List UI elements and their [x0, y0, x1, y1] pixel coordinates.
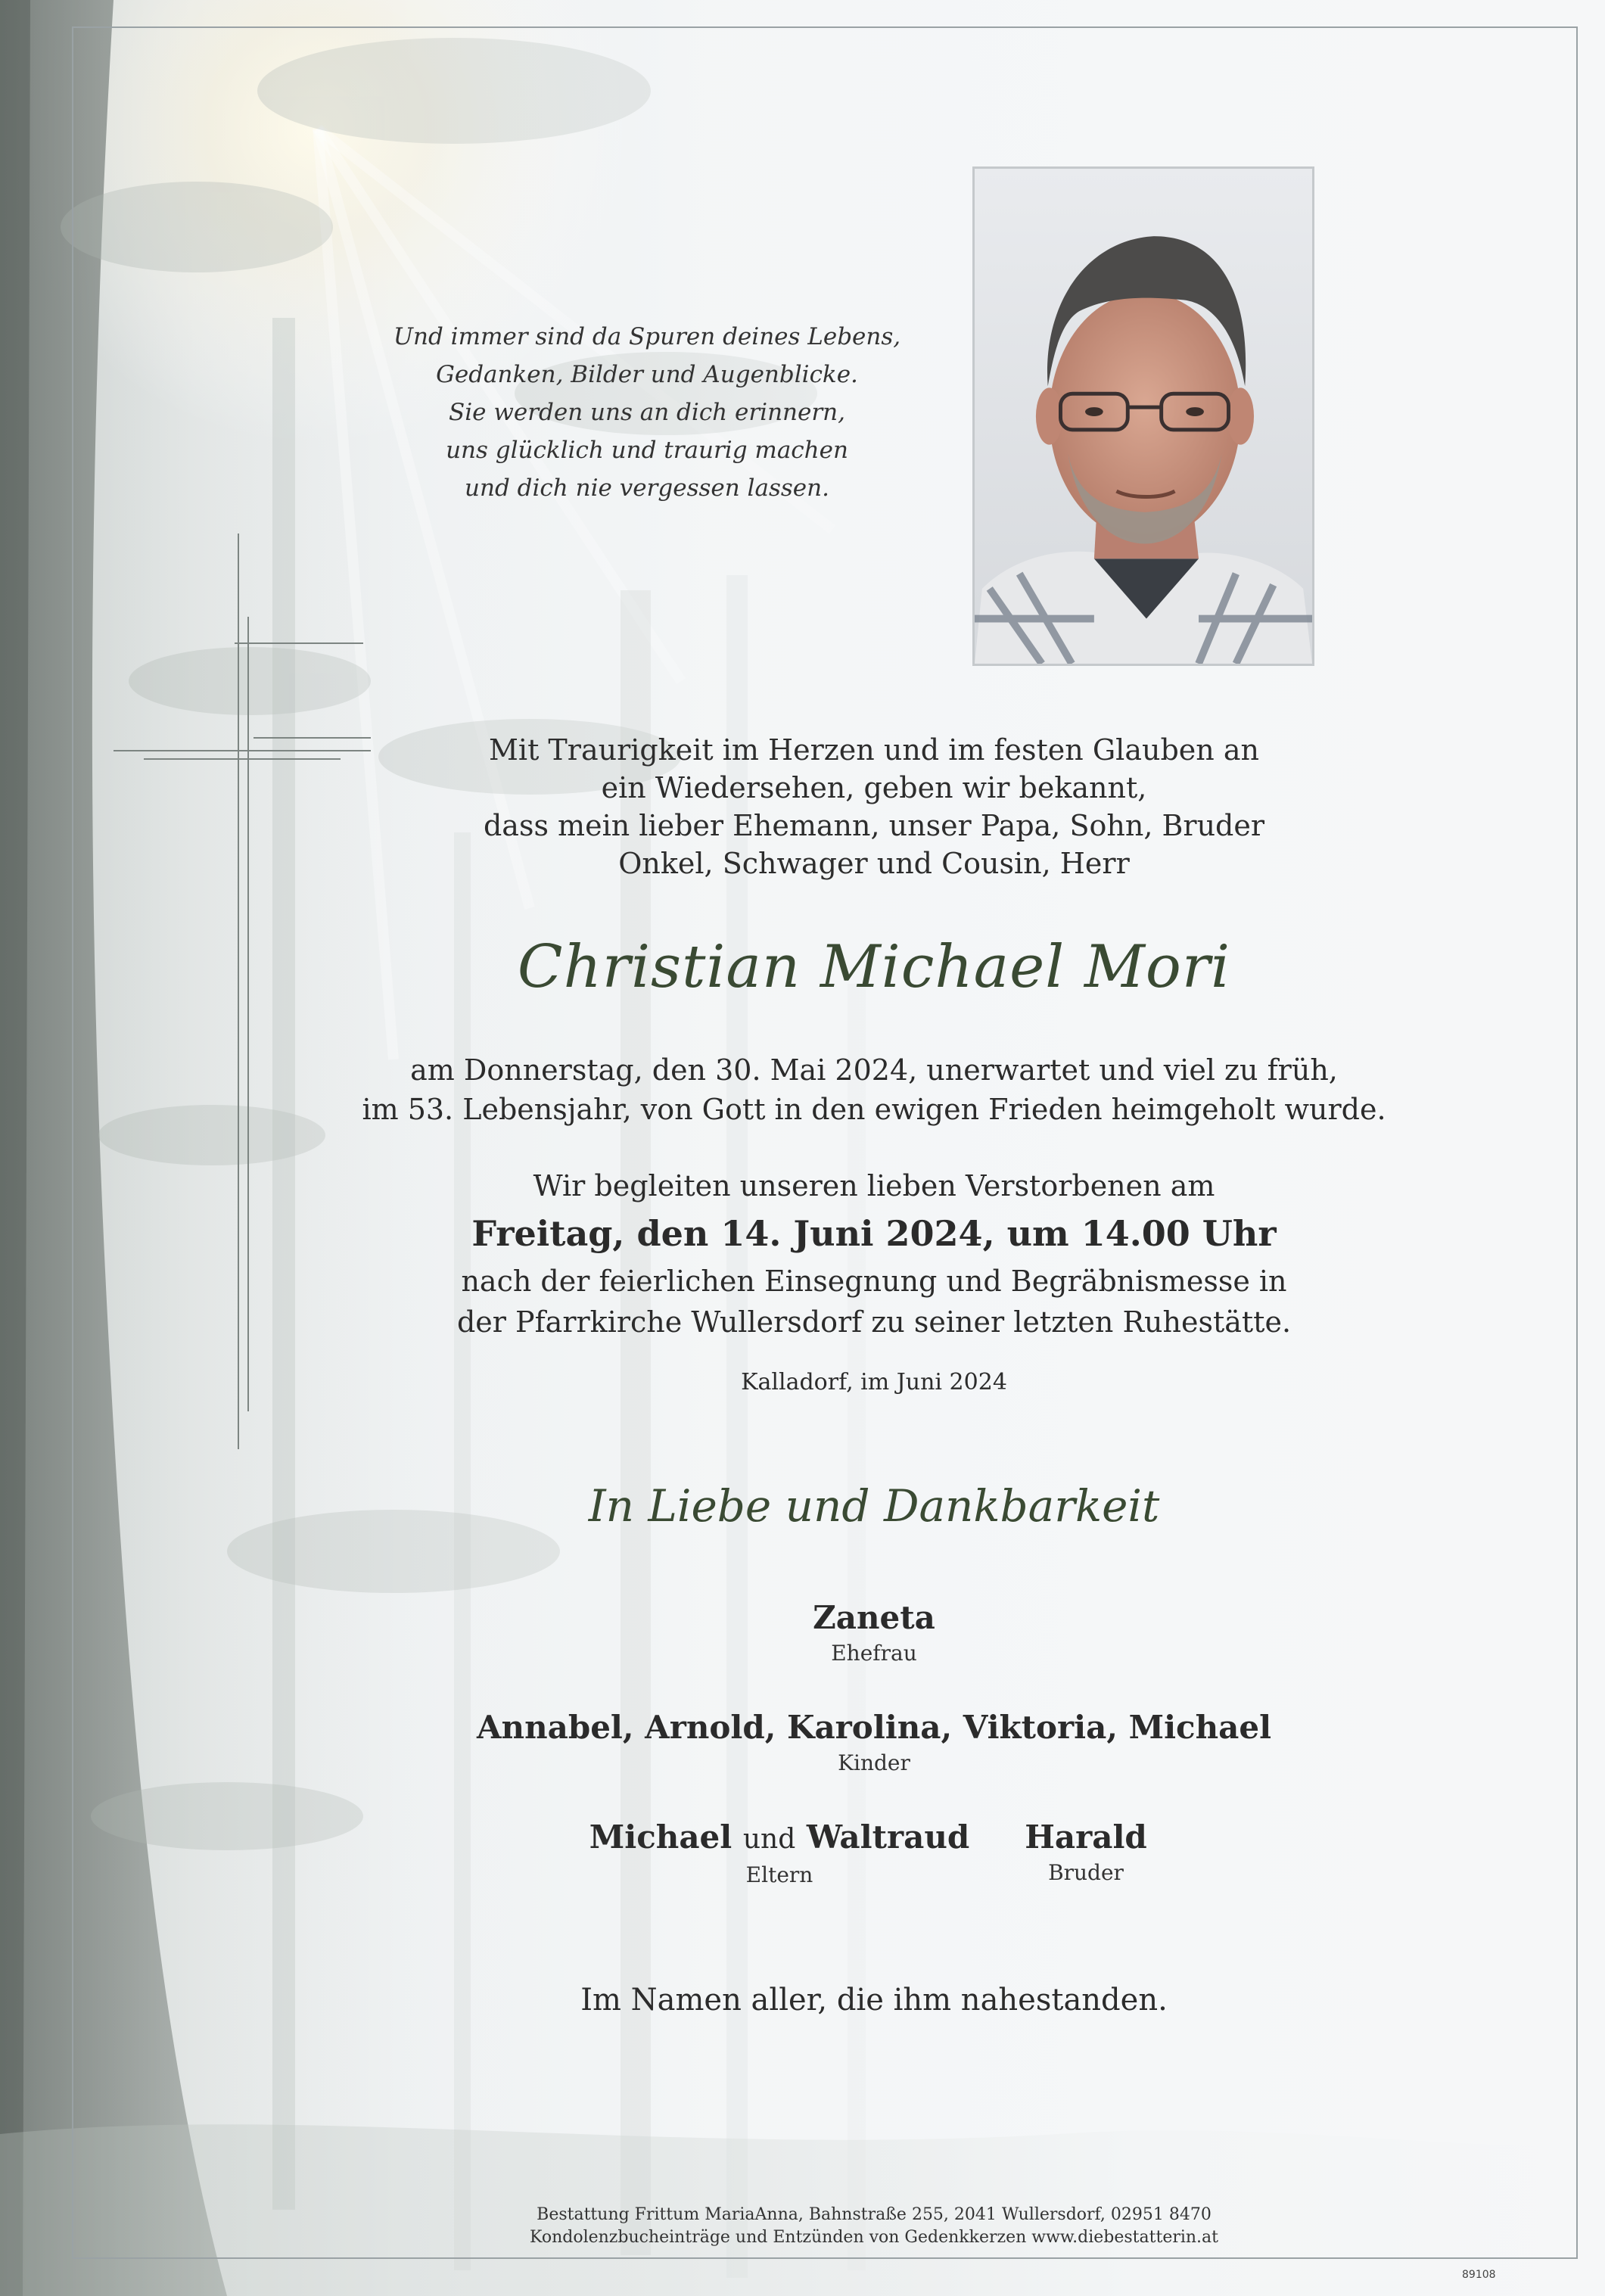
signoff-heading: In Liebe und Dankbarkeit [588, 1480, 1160, 1532]
verse-line: Sie werden uns an dich erinnern, [449, 399, 845, 426]
brother-role: Bruder [1048, 1860, 1124, 1885]
funeral-date: Freitag, den 14. Juni 2024, um 14.00 Uhr [471, 1213, 1277, 1254]
verse-line: und dich nie vergessen lassen. [465, 474, 829, 502]
footer-website: Kondolenzbucheinträge und Entzünden von Gedenkkerzen www.diebestatterin.at [529, 2228, 1219, 2247]
deceased-name: Christian Michael Mori [517, 933, 1231, 1001]
portrait-photo [972, 166, 1314, 666]
funeral-detail: nach der feierlichen Einsegnung und Begräbnismesse in [461, 1265, 1287, 1298]
family-spouse [666, 1597, 1082, 1668]
children-names: Annabel, Arnold, Karolina, Viktoria, Michael [476, 1709, 1272, 1746]
footer-address: Bestattung Frittum MariaAnna, Bahnstraße 255, 2041 Wullersdorf, 02951 8470 [537, 2205, 1212, 2224]
funeral-home-footer [325, 2204, 1423, 2249]
parent-name: Waltraud [806, 1818, 970, 1856]
spouse-name: Zaneta [813, 1599, 935, 1636]
spouse-role: Ehefrau [831, 1641, 917, 1666]
parent-name: Michael [589, 1818, 733, 1856]
verse-line: Gedanken, Bilder und Augenblicke. [436, 361, 858, 388]
funeral-info [325, 1165, 1423, 1342]
funeral-detail: der Pfarrkirche Wullersdorf zu seiner letzten Ruhestätte. [456, 1305, 1292, 1339]
intro-line: Onkel, Schwager und Cousin, Herr [618, 847, 1130, 880]
funeral-lead: Wir begleiten unseren lieben Verstorbenen am [533, 1169, 1215, 1202]
intro-line: ein Wiedersehen, geben wir bekannt, [601, 771, 1147, 804]
parents-joiner: und [742, 1824, 796, 1855]
verse-line: Und immer sind da Spuren deines Lebens, [393, 323, 901, 350]
family-children [439, 1706, 1309, 1778]
intro-line: dass mein lieber Ehemann, unser Papa, Sohn, Bruder [483, 809, 1265, 842]
death-notice [325, 1050, 1423, 1129]
announcement-intro [325, 731, 1423, 882]
children-role: Kinder [838, 1750, 910, 1775]
brother-name: Harald [1025, 1818, 1147, 1856]
place-date: Kalladorf, im Juni 2024 [741, 1369, 1007, 1395]
verse-line: uns glücklich und traurig machen [446, 437, 848, 464]
notice-line: am Donnerstag, den 30. Mai 2024, unerwartet und viel zu früh, [410, 1053, 1338, 1087]
portrait-image [975, 169, 1312, 664]
family-brother [999, 1816, 1173, 1887]
intro-line: Mit Traurigkeit im Herzen und im festen Glauben an [489, 733, 1259, 767]
parents-role: Eltern [745, 1862, 813, 1887]
memorial-verse [325, 318, 969, 507]
notice-line: im 53. Lebensjahr, von Gott in den ewigen Frieden heimgeholt wurde. [362, 1093, 1386, 1126]
closing-line: Im Namen aller, die ihm nahestanden. [580, 1983, 1168, 2018]
print-code: 89108 [1462, 2269, 1496, 2281]
family-parents [575, 1816, 984, 1890]
